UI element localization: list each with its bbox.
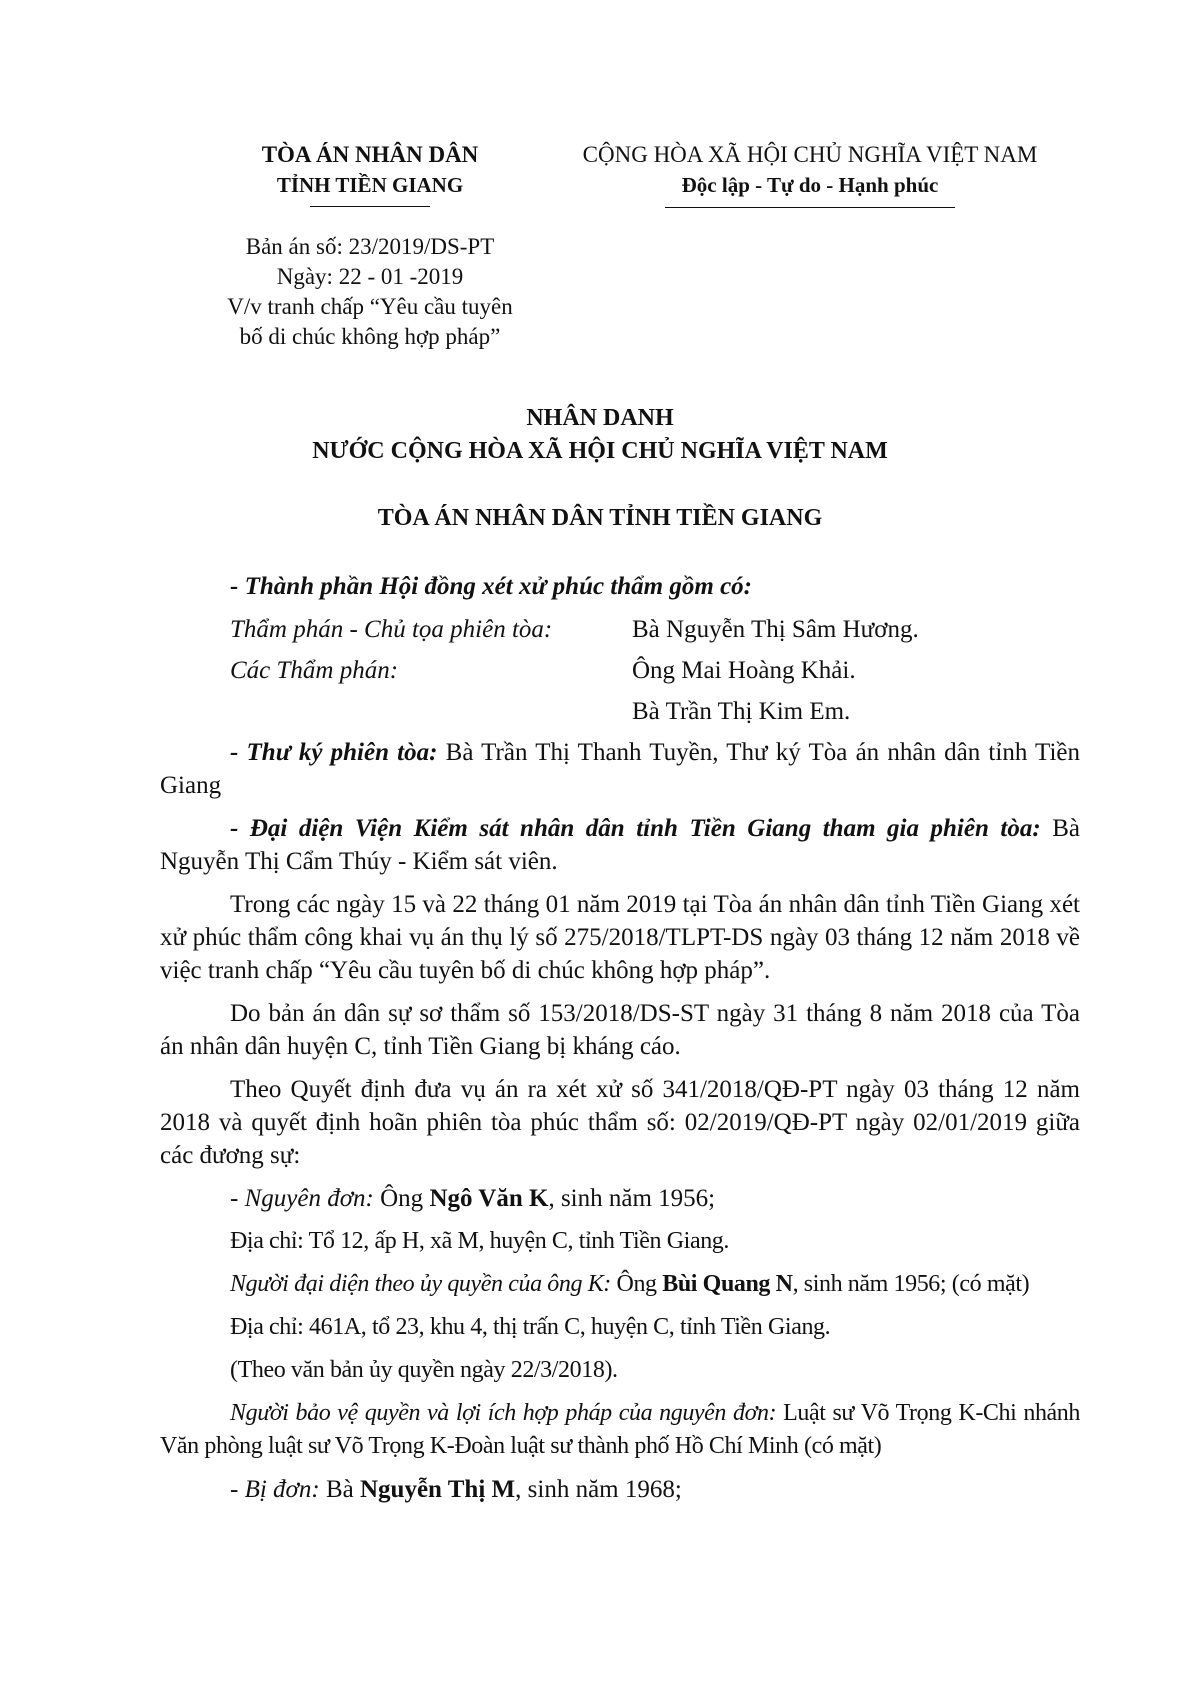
representative-address: Địa chỉ: 461A, tổ 23, khu 4, thị trấn C, huyện C, tỉnh Tiền Giang.: [230, 1314, 831, 1340]
paragraph-decision: Theo Quyết định đưa vụ án ra xét xử số 341/2018/QĐ-PT ngày 03 tháng 12 năm 2018 và quyết định hoãn phiên tòa phúc thẩm số: 02/2019/QĐ-PT ngày 02/01/2019 giữa các đương sự:: [160, 1076, 1080, 1169]
paragraph-trial-dates: Trong các ngày 15 và 22 tháng 01 năm 2019 tại Tòa án nhân dân tỉnh Tiền Giang xét xử phúc thẩm công khai vụ án thụ lý số 275/2018/TLPT-DS ngày 03 tháng 12 năm 2018 về việc tranh chấp “Yêu cầu tuyên bố di chúc không hợp pháp”.: [160, 891, 1080, 984]
title-nation: NƯỚC CỘNG HÒA XÃ HỘI CHỦ NGHĨA VIỆT NAM: [312, 438, 888, 464]
procurator-label: - Đại diện Viện Kiểm sát nhân dân tỉnh Tiền Giang tham gia phiên tòa:: [230, 815, 1041, 842]
document-body: [160, 570, 1080, 1516]
representative-name: Bùi Quang N: [662, 1271, 793, 1297]
panel-heading: - Thành phần Hội đồng xét xử phúc thẩm gồm có:: [230, 573, 752, 600]
case-subject-line1: V/v tranh chấp “Yêu cầu tuyên: [227, 294, 513, 319]
plaintiff-line: [160, 1182, 1080, 1215]
judge-1: Ông Mai Hoàng Khải.: [632, 657, 856, 684]
defendant-name: Nguyễn Thị M: [360, 1476, 516, 1503]
title-court: TÒA ÁN NHÂN DÂN TỈNH TIỀN GIANG: [377, 505, 823, 531]
representative-label: Người đại diện theo ủy quyền của ông K:: [230, 1271, 611, 1297]
panel-row-judge2: [230, 695, 1080, 728]
court-underline: [310, 206, 430, 207]
representative-suffix: , sinh năm 1956; (có mặt): [792, 1271, 1030, 1297]
judges-role: Các Thẩm phán:: [230, 657, 399, 684]
clerk-text: Bà Trần Thị Thanh Tuyền, Thư ký Tòa án nhân dân tỉnh Tiền Giang: [160, 739, 1080, 799]
procurator-paragraph: [160, 812, 1080, 878]
defendant-label: - Bị đơn:: [230, 1476, 320, 1503]
panel-row-presiding: [230, 613, 1080, 646]
judge-2: Bà Trần Thị Kim Em.: [632, 698, 851, 725]
court-name: TÒA ÁN NHÂN DÂN: [261, 142, 479, 167]
procurator-text: Bà Nguyễn Thị Cẩm Thúy - Kiểm sát viên.: [160, 815, 1080, 875]
protector-paragraph: [160, 1397, 1080, 1463]
representative-authorization: (Theo văn bản ủy quyền ngày 22/3/2018).: [230, 1357, 618, 1383]
nation-motto: Độc lập - Tự do - Hạnh phúc: [681, 173, 939, 197]
court-header: [200, 140, 540, 207]
case-subject-line2: bố di chúc không hợp pháp”: [239, 324, 501, 349]
nation-name: CỘNG HÒA XÃ HỘI CHỦ NGHĨA VIỆT NAM: [582, 142, 1038, 167]
case-info: [200, 232, 540, 352]
defendant-line: [160, 1473, 1080, 1506]
plaintiff-prefix: Ông: [373, 1185, 430, 1212]
case-date: Ngày: 22 - 01 -2019: [276, 264, 464, 289]
plaintiff-suffix: , sinh năm 1956;: [548, 1185, 716, 1212]
plaintiff-name: Ngô Văn K: [429, 1185, 549, 1212]
protector-text: Luật sư Võ Trọng K-Chi nhánh Văn phòng luật sư Võ Trọng K-Đoàn luật sư thành phố Hồ Chí Minh (có mặt): [160, 1400, 1080, 1459]
title-nhan-danh: NHÂN DANH: [526, 405, 674, 431]
motto-underline: [665, 207, 955, 208]
protector-label: Người bảo vệ quyền và lợi ích hợp pháp của nguyên đơn:: [230, 1400, 777, 1426]
defendant-suffix: , sinh năm 1968;: [515, 1476, 682, 1503]
case-number: Bản án số: 23/2019/DS-PT: [245, 234, 495, 259]
nation-header: [550, 140, 1070, 208]
representative-line: [160, 1268, 1080, 1301]
panel-row-judges: [230, 654, 1080, 687]
court-province: TỈNH TIỀN GIANG: [276, 173, 464, 197]
plaintiff-label: - Nguyên đơn:: [230, 1185, 374, 1212]
condensed-section: [160, 1225, 1080, 1463]
presiding-role: Thẩm phán - Chủ tọa phiên tòa:: [230, 616, 553, 643]
clerk-paragraph: [160, 736, 1080, 802]
representative-prefix: Ông: [610, 1271, 663, 1297]
clerk-label: - Thư ký phiên tòa:: [230, 739, 438, 766]
paragraph-appeal: Do bản án dân sự sơ thẩm số 153/2018/DS-ST ngày 31 tháng 8 năm 2018 của Tòa án nhân dân huyện C, tỉnh Tiền Giang bị kháng cáo.: [160, 1000, 1080, 1060]
defendant-prefix: Bà: [319, 1476, 360, 1503]
plaintiff-address: Địa chỉ: Tổ 12, ấp H, xã M, huyện C, tỉnh Tiền Giang.: [230, 1228, 729, 1254]
presiding-name: Bà Nguyễn Thị Sâm Hương.: [632, 616, 919, 643]
